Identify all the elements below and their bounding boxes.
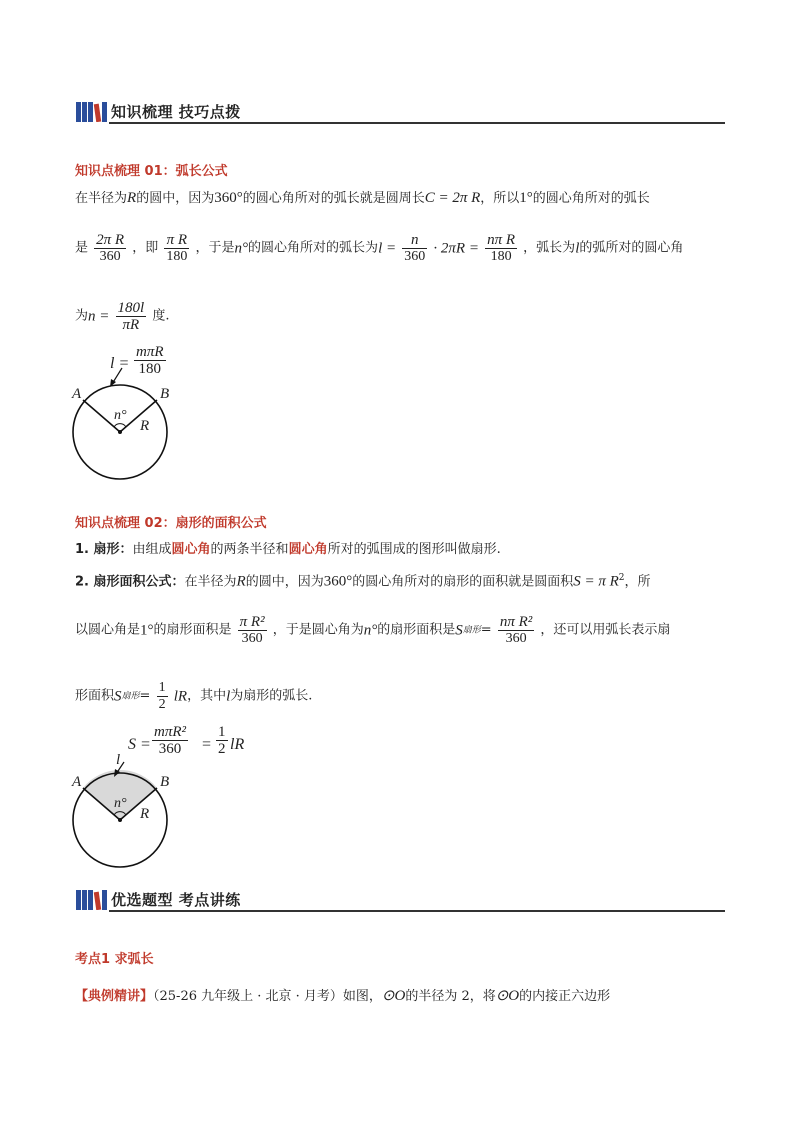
item-label: 1. 扇形：: [75, 542, 133, 557]
text: 的内接正六边形: [519, 989, 611, 1004]
frac-den: 360: [152, 740, 188, 757]
text: 形面积: [75, 688, 115, 704]
math-sub: 扇形: [462, 625, 481, 636]
section-header-practice: [75, 888, 725, 912]
example-line: [75, 986, 610, 1007]
math-l: l =: [378, 240, 397, 257]
fraction: [157, 680, 168, 713]
point2-item2: [75, 568, 651, 592]
text: 的圆心角所对的扇形的面积就是圆面积: [352, 574, 574, 590]
frac-den: 2: [218, 741, 226, 757]
text: 的两条半径和: [210, 542, 289, 557]
label-angle: n°: [114, 796, 127, 811]
frac-num: nπ R²: [499, 614, 533, 630]
figure-eq: =: [202, 736, 212, 753]
frac-den: 360: [238, 630, 267, 647]
math-1deg: 1°: [519, 190, 533, 206]
frac-num: 1: [218, 724, 226, 740]
math-360: 360°: [214, 190, 243, 206]
math-l: l: [226, 688, 231, 705]
point1-line3: [75, 300, 169, 333]
text: 在半径为: [75, 191, 128, 206]
header-divider: [109, 122, 725, 124]
point-title-arc-length: 知识点梳理 01：弧长公式: [75, 164, 228, 179]
frac-den: 2: [158, 697, 166, 712]
frac-num: mπR²: [154, 724, 187, 740]
figure-fraction: [134, 344, 166, 377]
math-n: n =: [88, 308, 110, 325]
figure-sector-area: [70, 722, 270, 872]
text: ，于是: [195, 240, 235, 256]
text: 所对的弧围成的图形叫做扇形.: [327, 542, 501, 557]
math-R: R: [236, 573, 246, 590]
math-l: l: [575, 240, 580, 257]
header-divider: [109, 910, 725, 912]
label-R: R: [140, 806, 150, 822]
fraction: [485, 232, 517, 265]
frac-num: mπR: [136, 344, 164, 360]
text: 的圆心角所对的弧长就是圆周长: [242, 191, 425, 206]
math-lR: lR: [173, 688, 188, 705]
highlight-central-angle: 圆心角: [171, 542, 211, 557]
math-n: n°: [363, 622, 378, 639]
text: 为: [75, 308, 89, 324]
fraction: [94, 232, 126, 265]
figure-fraction-1: [152, 724, 188, 757]
text: 的圆中，因为: [136, 191, 215, 206]
text: ，其中: [187, 688, 227, 704]
math-360: 360°: [323, 573, 353, 590]
fraction: [164, 232, 189, 265]
section-title: 优选题型 考点讲练: [111, 891, 241, 909]
math-circumference: C = 2π R: [424, 190, 481, 206]
label-B: B: [160, 386, 170, 402]
text: 的扇形面积是: [153, 622, 232, 638]
math-S: S: [114, 688, 122, 705]
text: ，弧长为: [523, 240, 576, 256]
frac-num: 2π R: [96, 232, 125, 248]
frac-den: 180: [166, 249, 188, 264]
text: ，还可以用弧长表示扇: [540, 622, 671, 638]
text: 的弧所对的圆心角: [579, 240, 684, 256]
math-S: S: [455, 622, 463, 639]
label-R: R: [140, 418, 150, 434]
frac-num: n: [411, 232, 419, 248]
frac-num: π R²: [239, 614, 265, 630]
text: ，即: [132, 240, 159, 256]
text: （25-26 九年级上 · 北京 · 月考）如图，: [153, 989, 382, 1004]
frac-num: nπ R: [487, 232, 516, 248]
frac-den: 180: [485, 248, 517, 265]
math-n: n°: [234, 240, 249, 257]
text: 的扇形面积是: [377, 622, 456, 638]
math-sub: 扇形: [121, 691, 140, 702]
text: ，于是圆心角为: [272, 622, 364, 638]
label-A: A: [72, 774, 82, 790]
label-A: A: [72, 386, 82, 402]
frac-num: 180l: [117, 300, 145, 316]
figure-fraction-2: [216, 724, 228, 757]
point2-item1: [75, 540, 501, 560]
math-sup: 2: [618, 573, 625, 583]
point1-line1: [75, 188, 650, 209]
label-angle: n°: [114, 408, 127, 423]
books-icon: [75, 100, 109, 122]
label-B: B: [160, 774, 170, 790]
text: 的圆心角所对的弧长为: [248, 240, 379, 256]
math-circle-O: ⊙O: [381, 988, 406, 1004]
frac-den: 360: [94, 248, 126, 265]
text: 为扇形的弧长.: [230, 688, 313, 704]
math-1deg: 1°: [140, 622, 154, 639]
point1-line2: [75, 232, 683, 265]
math-circle-O: ⊙O: [495, 988, 520, 1004]
text: 度.: [152, 308, 170, 324]
highlight-central-angle: 圆心角: [288, 542, 328, 557]
figure-lR: lR: [230, 736, 245, 753]
point2-line3: [75, 680, 312, 713]
text: 是: [75, 240, 89, 256]
text: 以圆心角是: [75, 622, 141, 638]
figure-arc-length: [70, 340, 190, 480]
point2-line2: [75, 614, 670, 647]
frac-den: 180: [134, 360, 166, 377]
text: 的半径为 2，将: [405, 989, 496, 1004]
text: ，所: [624, 574, 651, 590]
frac-den: 360: [404, 249, 426, 264]
point-title-sector-area: 知识点梳理 02：扇形的面积公式: [75, 516, 267, 531]
example-tag: 【典例精讲】: [75, 989, 154, 1004]
text: 的圆心角所对的弧长: [532, 191, 650, 206]
text: ，所以: [480, 191, 520, 206]
math-S: S = π R: [573, 573, 619, 590]
frac-num: π R: [166, 232, 188, 248]
books-icon: [75, 888, 109, 910]
label-l: l: [116, 752, 121, 768]
frac-den: πR: [116, 316, 147, 333]
math-R: R: [127, 190, 137, 206]
frac-den: 360: [498, 630, 534, 647]
figure-formula-l: l =: [110, 355, 130, 372]
fraction: [116, 300, 147, 333]
fraction: [498, 614, 534, 647]
math-eq: =: [480, 622, 492, 638]
item-label: 2. 扇形面积公式：: [75, 574, 185, 590]
section-header-knowledge: [75, 100, 725, 124]
section-title: 知识梳理 技巧点拨: [111, 103, 241, 121]
text: 的圆中，因为: [245, 574, 324, 590]
math-eq: =: [139, 688, 151, 704]
kaodian-title: 考点1 求弧长: [75, 952, 154, 967]
figure-formula-S: S =: [128, 736, 151, 753]
frac-num: 1: [158, 680, 166, 695]
text: 在半径为: [184, 574, 237, 590]
circle-diagram: [70, 340, 190, 480]
text: 由组成: [132, 542, 172, 557]
fraction: [402, 232, 427, 265]
math-mid: · 2πR =: [433, 240, 479, 257]
fraction: [238, 614, 267, 647]
